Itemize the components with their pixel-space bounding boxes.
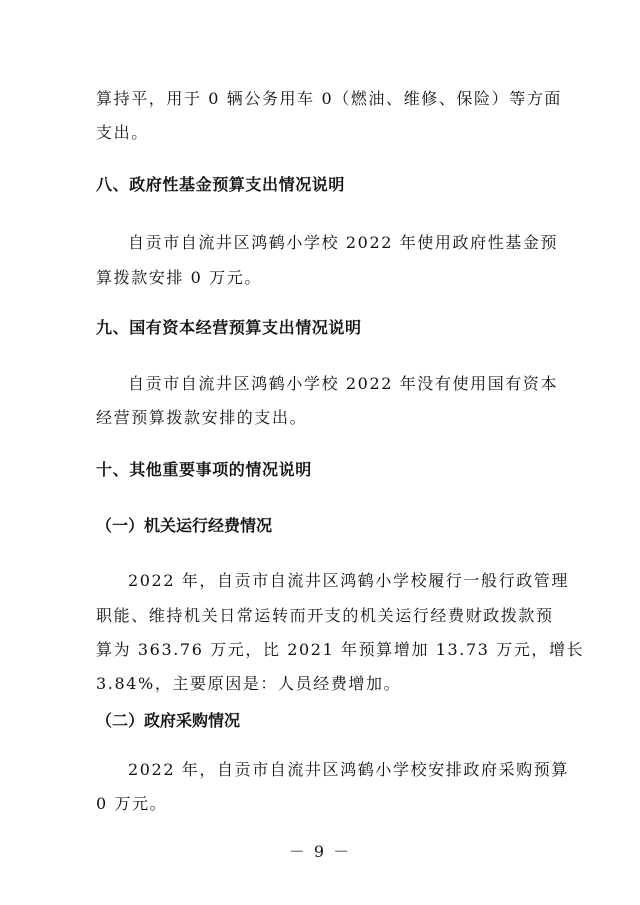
intro-paragraph-line-1: 算持平，用于 0 辆公务用车 0（燃油、维修、保险）等方面 <box>96 89 563 108</box>
section-8-heading: 八、政府性基金预算支出情况说明 <box>96 175 346 194</box>
subsection-2-paragraph-line-1: 2022 年，自贡市自流井区鸿鹤小学校安排政府采购预算 <box>128 760 570 779</box>
subsection-1-paragraph-line-3: 算为 363.76 万元，比 2021 年预算增加 13.73 万元，增长 <box>96 640 585 659</box>
section-9-heading: 九、国有资本经营预算支出情况说明 <box>96 318 362 337</box>
section-10-heading: 十、其他重要事项的情况说明 <box>96 460 312 479</box>
section-8-paragraph-line-1: 自贡市自流井区鸿鹤小学校 2022 年使用政府性基金预 <box>128 233 559 252</box>
section-9-paragraph-line-1: 自贡市自流井区鸿鹤小学校 2022 年没有使用国有资本 <box>128 374 559 393</box>
subsection-1-heading: （一）机关运行经费情况 <box>96 516 273 535</box>
intro-paragraph-line-2: 支出。 <box>96 123 149 142</box>
subsection-1-paragraph-line-4: 3.84%，主要原因是：人员经费增加。 <box>96 674 402 693</box>
subsection-2-paragraph-line-2: 0 万元。 <box>96 794 168 813</box>
subsection-2-heading: （二）政府采购情况 <box>96 711 241 730</box>
section-8-paragraph-line-2: 算拨款安排 0 万元。 <box>96 268 262 287</box>
page-number: － 9 － <box>288 842 352 861</box>
subsection-1-paragraph-line-2: 职能、维持机关日常运转而开支的机关运行经费财政拨款预 <box>96 606 554 625</box>
section-9-paragraph-line-2: 经营预算拨款安排的支出。 <box>96 408 308 427</box>
subsection-1-paragraph-line-1: 2022 年，自贡市自流井区鸿鹤小学校履行一般行政管理 <box>128 571 570 590</box>
